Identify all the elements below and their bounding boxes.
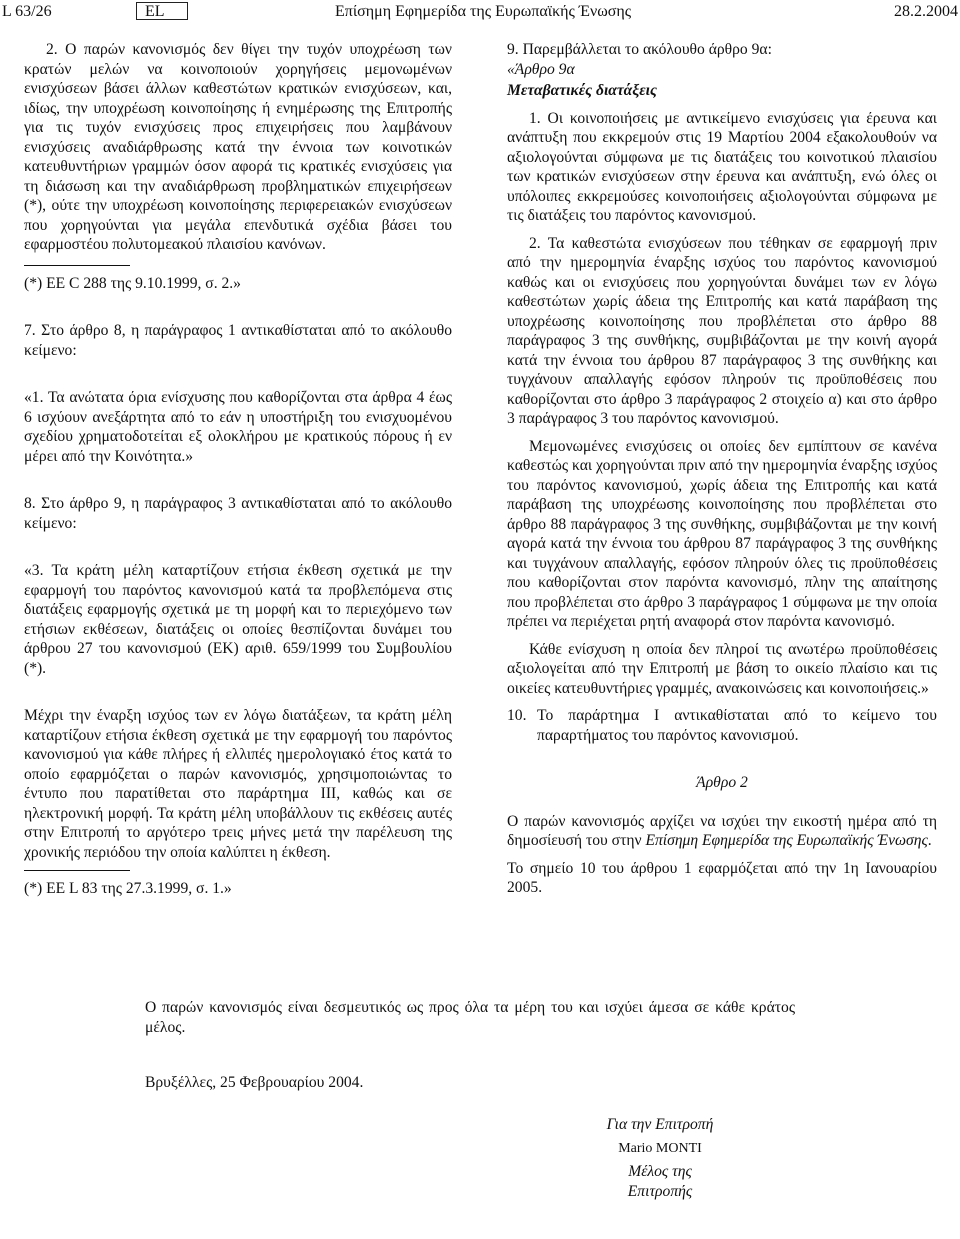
article-9a-title: Μεταβατικές διατάξεις — [507, 82, 657, 99]
article-9a-para-1: 1. Οι κοινοποιήσεις με αντικείμενο ενισχύσεις για έρευνα και ανάπτυξη που εκκρεμούν στις 19 Μαρτίου 2004 εξακολουθούν να αξιολογούνται σύμφωνα με τις διατάξεις του κοινοτικού πλαισίου των κρατικών ενισχύσεων στην έρευνα και ανάπτυξη, ενώ όλες οι υπόλοιπες εκκρεμούσες κοινοποιήσεις αξιολογούνται σύμφωνα με τις διατάξεις του παρόντος κανονισμού. — [507, 109, 937, 224]
article-9a-para-4: Κάθε ενίσχυση η οποία δεν πληροί τις ανωτέρω προϋποθέσεις αξιολογείται από την Επιτροπή με βάση το οικείο πλαίσιο και τις οικείες κατευθυντήριες γραμμές, ανακοινώσεις και κοινοποιήσεις.» — [507, 640, 937, 697]
footnote-2: (*) ΕΕ L 83 της 27.3.1999, σ. 1.» — [24, 880, 232, 897]
left-column — [24, 40, 452, 899]
signature-for: Για την Επιτροπή — [606, 1116, 714, 1133]
footnote-rule — [24, 265, 130, 266]
footnote-rule — [24, 870, 130, 871]
amendment-item-9: 9. Παρεμβάλλεται το ακόλουθο άρθρο 9α: — [507, 41, 772, 58]
quote-article-9-para-1: «3. Τα κράτη μέλη καταρτίζουν ετήσια έκθεση σχετικά με την εφαρμογή του παρόντος κανονισμού κατά τα προβλεπόμενα στις διατάξεις εφαρμογής σχετικά με τη μορφή και το περιεχόμενο των ετήσιων εκθέσεων, διατάξεις οι οποίες θεσπίζονται δυνάμει του άρθρου 27 του κανονισμού (ΕΚ) αριθ. 659/1999 του Συμβουλίου (*). — [24, 562, 452, 677]
article-2-heading: Άρθρο 2 — [696, 774, 748, 791]
footnote-1: (*) ΕΕ C 288 της 9.10.1999, σ. 2.» — [24, 274, 241, 292]
article-9a-para-2: 2. Τα καθεστώτα ενισχύσεων που τέθηκαν σε εφαρμογή πριν από την ημερομηνία έναρξης ισχύος του παρόντος κανονισμού καθώς και οι ενισχύσεις που χορηγούνται δυνάμει των εν λόγω καθεστώτων χωρίς άδεια της Επιτροπής και κατά παράβαση της υποχρέωσης κοινοποίησης που προβλέπεται στο άρθρο 88 παράγραφος 3 της συνθήκης, συμβιβάζονται με την κοινή αγορά κατά την έννοια του άρθρου 87 παράγραφος 3 της συνθήκης και τυγχάνουν απαλλαγής εφόσον πληρούν τις προϋποθέσεις που καθορίζονται στο άρθρο 3 παράγραφος 2 στοιχείο α) και στο άρθρο 3 παράγραφος 3 του παρόντος κανονισμού. — [507, 234, 937, 427]
page-header — [0, 0, 960, 26]
quote-article-8: «1. Τα ανώτατα όρια ενίσχυσης που καθορίζονται στα άρθρα 4 έως 6 ισχύουν ανεξάρτητα από το εάν η υποστήριξη του ενισχυομένου σχεδίου χρηματοδοτείται εξ ολοκλήρου με κρατικούς πόρους ή εν μέρει από την Κοινότητα.» — [24, 389, 452, 465]
amendment-item-8: 8. Στο άρθρο 9, η παράγραφος 3 αντικαθίσταται από το ακόλουθο κείμενο: — [24, 495, 452, 532]
text-run: Ο παρών κανονισμός αρχίζει να ισχύει την εικοστή ημέρα από τη δημοσίευσή του στην — [507, 812, 937, 849]
journal-reference: Επίσημη Εφημερίδα της Ευρωπαϊκής Ένωσης — [645, 832, 928, 849]
binding-clause: Ο παρών κανονισμός είναι δεσμευτικός ως προς όλα τα μέρη του και ισχύει άμεσα σε κάθε κράτος μέλος. — [145, 999, 795, 1036]
amendment-item-7: 7. Στο άρθρο 8, η παράγραφος 1 αντικαθίσταται από το ακόλουθο κείμενο: — [24, 322, 452, 359]
article-9a-heading: «Άρθρο 9α — [507, 60, 575, 78]
quote-article-9-para-2: Μέχρι την έναρξη ισχύος των εν λόγω διατάξεων, τα κράτη μέλη καταρτίζουν ετήσια έκθεση σχετικά με την εφαρμογή του παρόντος κανονισμού για κάθε πλήρες ή ελλιπές ημερολογιακό έτος κατά το οποίο εφαρμόζεται ο παρών κανονισμός, χρησιμοποιώντας το έντυπο που παρατίθεται στο παράρτημα III, καθώς και σε ηλεκτρονική μορφή. Τα κράτη μέλη υποβάλλουν τις εκθέσεις αυτές στην Επιτροπή το αργότερο τρεις μήνες μετά την παρέλευση της χρονικής περιόδου την οποία καλύπτει η έκθεση. — [24, 707, 452, 861]
text-run: . — [927, 832, 932, 849]
signatory-role: Μέλος της Επιτροπής — [627, 1163, 693, 1200]
journal-title: Επίσημη Εφημερίδα της Ευρωπαϊκής Ένωσης — [335, 3, 632, 20]
page-number: L 63/26 — [2, 3, 52, 20]
amendment-item-10 — [507, 706, 937, 745]
article-2-para-2: Το σημείο 10 του άρθρου 1 εφαρμόζεται από την 1η Ιανουαρίου 2005. — [507, 859, 937, 896]
item-text: Το παράρτημα I αντικαθίσταται από το κείμενο του παραρτήματος του παρόντος κανονισμού. — [537, 707, 937, 744]
signature-block — [600, 1115, 720, 1201]
paragraph-2: 2. Ο παρών κανονισμός δεν θίγει την τυχόν υποχρέωση των κρατών μελών να κοινοποιούν χορηγήσεις μεμονωμένων ενισχύσεων βάσει άλλων καθεστώτων κρατικών ενισχύσεων, και, ιδίως, την υποχρέωση κοινοποίησης ή ενημέρωσης της Επιτροπής για τις τυχόν ενισχύσεις προς επιχειρήσεις που λαμβάνουν ενισχύσεις αναδιάρθρωσης κατά την έννοια των κοινοτικών κατευθυντήριων γραμμών όσον αφορά τις κρατικές ενισχύσεις για τη διάσωση και την αναδιάρθρωση προβληματικών επιχειρήσεων (*), ούτε την υποχρέωση κοινοποίησης περιφερειακών ενισχύσεων που χορηγούνται για μεγάλα επενδυτικά σχέδια βάσει του εφαρμοστέου πολυτομεακού πλαισίου κανόνων. — [24, 41, 452, 253]
right-column — [507, 40, 937, 898]
article-9a-para-3: Μεμονωμένες ενισχύσεις οι οποίες δεν εμπίπτουν σε κανένα καθεστώς και χορηγούνται πριν από την ημερομηνία έναρξης ισχύος του παρόντος κανονισμού, χωρίς άδεια της Επιτροπής και κατά παράβαση της υποχρέωσης κοινοποίησης που προβλέπεται στο άρθρο 88 παράγραφος 3 της συνθήκης, συμβιβάζονται με την κοινή αγορά κατά την έννοια του άρθρου 87 παράγραφος 3 της συνθήκης και τυγχάνουν απαλλαγής, εφόσον πληρούν όλες τις προϋποθέσεις που καθορίζονται στον παρόντα κανονισμό, πλην της απαίτησης που προβλέπεται στο άρθρο 3 παράγραφος 1 σύμφωνα με την οποία πρέπει να περιέχεται ρητή αναφορά στον παρόντα κανονισμό. — [507, 437, 937, 630]
item-number: 10. — [507, 707, 527, 724]
signatory-name: Mario MONTI — [618, 1140, 702, 1156]
article-2-para-1 — [507, 812, 937, 851]
place-and-date: Βρυξέλλες, 25 Φεβρουαρίου 2004. — [145, 1074, 364, 1091]
language-badge: EL — [136, 2, 188, 20]
issue-date: 28.2.2004 — [894, 3, 958, 20]
